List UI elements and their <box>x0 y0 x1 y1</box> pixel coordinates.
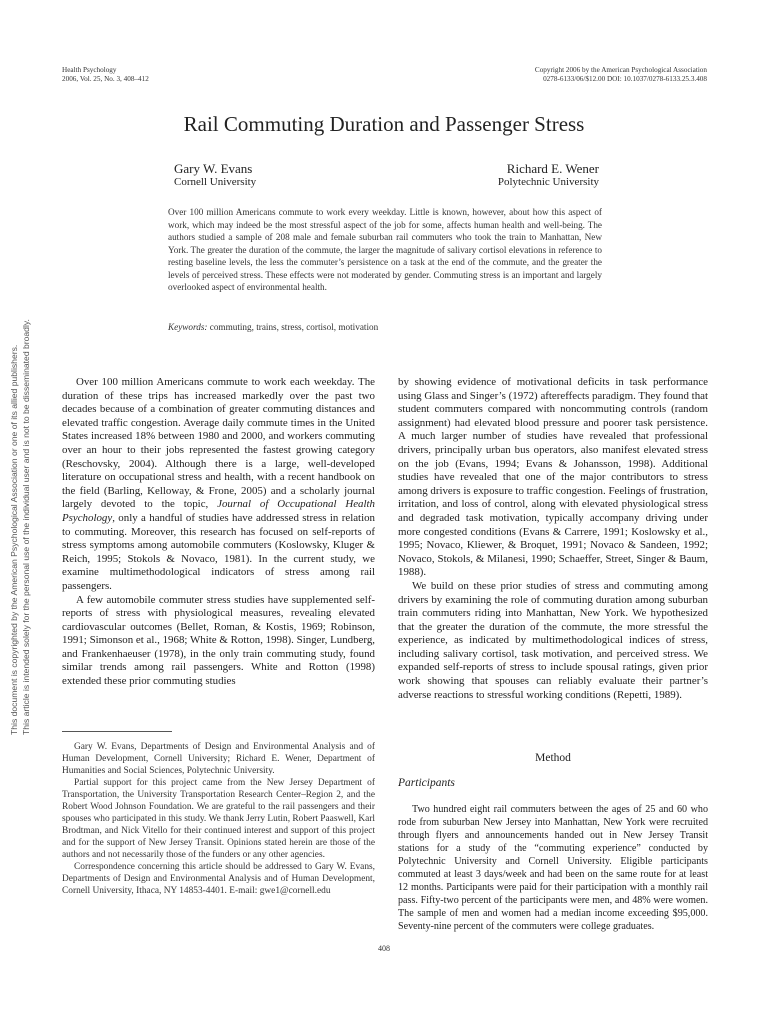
intro-paragraph-2: A few automobile commuter stress studies have supplemented self-reports of stress with physiological measures, revealing elevated cardiovascular outcomes (Bellet, Roman, & Kostis, 1969; Robinson, 1991; Simonson et al., 1968; White & Rotton, 1998). Singer, Lundberg, and Frankenhaeuser (1978), in the only train commuting study, found similar trends among rail passengers. White and Rotton (1998) extended these prior commuting studies <box>62 593 375 688</box>
copyright-block <box>535 66 707 84</box>
body-column-left <box>62 376 375 689</box>
author-note-affiliations: Gary W. Evans, Departments of Design and Environmental Analysis and of Human Development, Cornell University; Richard E. Wener, Department of Humanities and Social Sciences, Polytechnic University. <box>62 742 375 776</box>
method-heading: Method <box>535 752 571 764</box>
author-2-affiliation: Polytechnic University <box>497 176 599 188</box>
author-note-support: Partial support for this project came from the New Jersey Department of Transportation, the University Transportation Research Center–Region 2, and the Robert Wood Johnson Foundation. We are grateful to the rail passengers and their spouses who participated in this study. We thank Jerry Lutin, Robert Paaswell, Karl Brodtman, and Nick Vitello for their continued interest and support of this project and for the support of New Jersey Transit. Opinions stated herein are those of the authors and not necessarily those of the funders or any other agencies. <box>62 778 375 860</box>
copyright-side-notice <box>8 319 32 735</box>
participants-section <box>398 803 708 933</box>
keywords-list: commuting, trains, stress, cortisol, motivation <box>207 322 379 332</box>
participants-paragraph: Two hundred eight rail commuters between the ages of 25 and 60 who rode from suburban New Jersey into Manhattan, New York were recruited through flyers and announcements handed out in New Jersey Transit stations for a study of the “commuting experience” conducted by Polytechnic University and Cornell University. Eligible participants commuted at least 3 days/week and had been on the same route for at least 12 months. Participants were paid for their participation with a monthly rail pass. Fifty-two percent of the participants were men, and 48% were women. The sample of men and women had a median income exceeding $95,000. Seventy-nine percent of the commuters were college graduates. <box>398 804 708 932</box>
keywords <box>168 322 378 332</box>
side-notice-line-2: This article is intended solely for the personal use of the individual user and is not to be disseminated broadly. <box>21 319 31 735</box>
author-1-affiliation: Cornell University <box>174 176 257 188</box>
author-1 <box>174 161 256 189</box>
participants-subheading: Participants <box>398 777 455 789</box>
footnote-divider <box>62 731 172 732</box>
author-2 <box>498 161 599 189</box>
intro-text-b: , only a handful of studies have addressed stress in relation to commuting. Moreover, this research has focused on self-reports of stress symptoms among automobile commuters (Koslowsky, Kluger & Reich, 1995; Stokols & Novaco, 1981). In the current study, we examine multimethodological indicators of stress among rail passengers. <box>62 511 375 592</box>
keywords-label: Keywords: <box>168 322 208 332</box>
intro-paragraph-3: by showing evidence of motivational deficits in task performance using Glass and Singer’s (1972) aftereffects paradigm. They found that student commuters compared with noncommuting controls (random assignment) had elevated blood pressure and poorer task persistence. A much larger number of studies have revealed that professional drivers, principally urban bus operators, also manifest elevated stress on the job (Evans, 1994; Evans & Johansson, 1998). Additional studies have revealed that one of the major contributors to stress among drivers is exposure to traffic congestion. Feelings of frustration, irritation, and loss of control, along with elevated physiological stress and degraded task motivation, typically accompany driving under more congested conditions (Evans & Carrere, 1991; Koslowsky et al., 1995; Novaco, Kliewer, & Broquet, 1991; Novaco & Sandeen, 1992; Novaco, Stokols, & Milanesi, 1990; Schaeffer, Street, Singer & Baum, 1988). <box>398 376 708 579</box>
journal-reference: Journal of Occupational Health Psychology <box>62 498 375 524</box>
intro-paragraph-4: We build on these prior studies of stress and commuting among drivers by examining the role of commuting duration among suburban train commuters riding into Manhattan, New York. We hypothesized that the greater the duration of the commute, the more stressful the experience, as indicated by multimethodological indices of stress, including salivary cortisol, task motivation, and perceived stress. We expanded self-reports of stress to include spousal ratings, given prior work showing that spouses can reliably evaluate their partner’s adverse reactions to stressful working conditions (Repetti, 1989). <box>398 579 708 701</box>
abstract: Over 100 million Americans commute to work every weekday. Little is known, however, about how this aspect of work, which may indeed be the most stressful aspect of the job for some, affects human health and well-being. The authors studied a sample of 208 male and female suburban rail commuters who took the train to Manhattan, New York. The greater the duration of the commute, the larger the magnitude of salivary cortisol elevations in reference to resting baseline levels, the less the commuter’s persistence on a task at the end of the commute, and the greater the levels of perceived stress. These effects were not moderated by gender. Commuting stress is an important and largely overlooked aspect of environmental health. <box>168 207 602 292</box>
journal-name: Health Psychology <box>62 66 117 74</box>
side-notice-line-1: This document is copyrighted by the American Psychological Association or one of its allied publishers. <box>9 344 19 735</box>
author-note-correspondence: Correspondence concerning this article should be addressed to Gary W. Evans, Departments of Design and Environmental Analysis and of Human Development, Cornell University, Ithaca, NY 14853-4401. E-mail: gwe1@cornell.edu <box>62 862 375 896</box>
author-note <box>62 741 375 897</box>
intro-text-a: Over 100 million Americans commute to work each weekday. The duration of these trips has increased markedly over the past two decades because of a combination of greater commuting distances and elevated traffic congestion. Average daily commute times in the United States increased 18% between 1980 and 2000, and workers commuting over an hour to their jobs represented the fastest growing category (Reschovsky, 2004). Although there is a large, well-developed literature on occupational stress and health, with a recent handbook on the field (Barling, Kelloway, & Frone, 2005) and a scholarly journal largely devoted to the topic, <box>62 376 375 511</box>
body-column-right <box>398 376 708 702</box>
page-number: 408 <box>378 944 390 953</box>
article-title: Rail Commuting Duration and Passenger Stress <box>183 112 585 136</box>
journal-citation <box>62 66 149 84</box>
author-1-name: Gary W. Evans <box>174 161 253 176</box>
doi-line: 0278-6133/06/$12.00 DOI: 10.1037/0278-6133.25.3.408 <box>543 75 707 83</box>
intro-paragraph-1 <box>62 376 375 594</box>
copyright-line: Copyright 2006 by the American Psychological Association <box>534 66 707 74</box>
journal-volume: 2006, Vol. 25, No. 3, 408–412 <box>62 75 149 83</box>
author-2-name: Richard E. Wener <box>506 161 599 176</box>
